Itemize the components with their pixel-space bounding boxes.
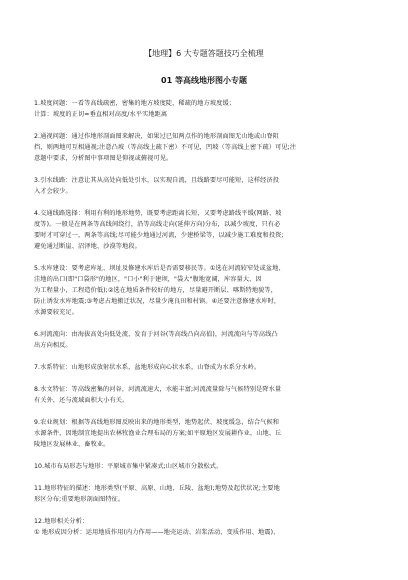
- text-line: 7.水系特征：山地形成放射状水系，盆地形成向心状水系，山脊成为水系分水岭。: [34, 364, 261, 371]
- text-line: 5.水库建设：要考虑库址、坝址及修建水库后是否需要移民等。①选在河流较窄处或盆地、: [34, 265, 285, 272]
- text-line: 水源条件，因地制宜地提出农林牧渔业合理布局的方案;如平原地区发展耕作业，山地、丘: [34, 430, 282, 437]
- paragraph: [34, 362, 370, 373]
- paragraph: [34, 384, 370, 406]
- text-line: 水源要较充足。: [34, 309, 79, 316]
- paragraph: [34, 263, 370, 318]
- text-line: 陵地区发展林业、畜牧业。: [34, 441, 110, 448]
- text-line: 11.地形特征的描述：地形类型(平原、高原、山地、丘陵、盆地);地势及起伏状况;主要地: [34, 485, 280, 492]
- text-line: 出方向相反。: [34, 342, 72, 349]
- text-line: 1.坡度问题：一看等高线疏密，密集的地方坡度陡，稀疏的地方坡度缓；: [34, 100, 236, 107]
- text-line: 9.农业规划：根据等高线地形图反映出来的地形类型，地势起伏、坡度缓急，结合气候和: [34, 419, 280, 426]
- text-line: 要时才可穿过一，两条等高线;尽可能少地通过河流，少建桥梁等，以减少施工难度和投资;: [34, 232, 284, 239]
- paragraph: [34, 98, 370, 120]
- section-title: 01 等高线地形图小专题: [161, 76, 247, 85]
- text-line: 10.城市布局形态与地形：平原城市集中紧凑式;山区城市分散松式。: [34, 463, 223, 470]
- paragraph: [34, 483, 370, 505]
- text-line: 2.通视问题：通过作地形剖面图来解决，如果过已知两点作的地形剖面图无山地或山脊阻: [34, 133, 280, 140]
- paragraph: [34, 175, 370, 197]
- text-line: 入才会较少。: [34, 188, 72, 195]
- paragraph: [34, 417, 370, 450]
- text-line: 避免通过断崖、沼泽地、沙漠等地段。: [34, 243, 141, 250]
- text-line: 4.交通线路选择：利用有利的地形地势，既要考虑距离长短，又要考虑路线平缓(网路、坡: [34, 210, 282, 217]
- text-line: 形区分布;重要地形剖面图特征。: [34, 496, 125, 503]
- paragraph: [34, 329, 370, 351]
- text-line: 6.河流流向：由海拔高处向低处流，发育于河谷(等高线凸向高值)，河流流向与等高线凸: [34, 331, 278, 338]
- paragraph: [34, 461, 370, 472]
- paragraph: [34, 131, 370, 164]
- text-line: 有关外，还与流域面积大小有关。: [34, 397, 129, 404]
- text-line: 3.引水线路：注意让其从高处向低处引水，以实现自流，且线路要尽可能短，这样经济投: [34, 177, 280, 184]
- document-body: [34, 98, 370, 549]
- paragraph: [34, 516, 370, 538]
- text-line: 为工程量小，工程造价低);②选在地质条件较好的地方，尽量避开断层、喀斯特地貌等，: [34, 287, 277, 294]
- text-line: 12.地形相关分析：: [34, 518, 89, 525]
- text-line: 度等)。一般是在两条等高线间绕行，沿等高线走向(延伸方向)分布，以减少坡度，只有必: [34, 221, 281, 228]
- paragraph: [34, 208, 370, 252]
- text-line: 挡，则两地可互相通视;注意凸坡（等高线上疏下密）不可见，凹坡（等高线上密下疏）可见;注: [34, 144, 297, 151]
- text-line: 8.水文特征：等高线密集的河谷，河流流速大，水能丰富;河流流量除与气候特别是降水量: [34, 386, 282, 393]
- text-line: 意题中要求，分析图中事项图是仰视或俯视可见。: [34, 155, 173, 162]
- text-line: 防止诱发水库地震;③考虑占地搬迁状况，尽量少淹良田和村镇。④还要注意修建水库时，: [34, 298, 281, 305]
- document-title: 【地理】6 大专题答题技巧全梳理: [144, 49, 264, 58]
- text-line: 计算：坡度的正切=垂直相对高度/水平实地距离: [34, 111, 168, 118]
- text-line: ① 地形成因分析：运用地质作用(内力作用——地壳运动、岩浆活动、变质作用、地震)、: [34, 529, 280, 536]
- text-line: 洼地的出口(即"口袋形"的地区，"口小"利于建坝，"袋大"腹地宽阔，库容量大、因: [34, 276, 262, 283]
